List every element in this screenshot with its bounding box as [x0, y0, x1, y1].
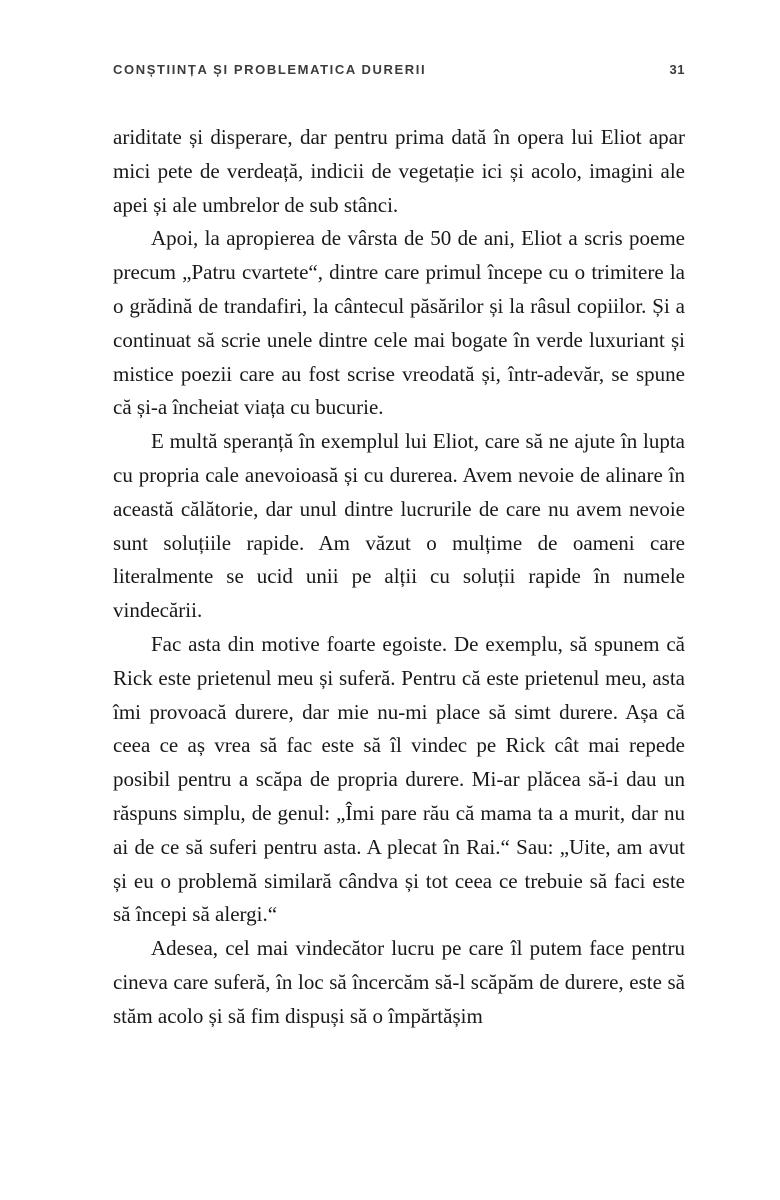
page-header: [113, 62, 685, 77]
running-title: CONȘTIINȚA ȘI PROBLEMATICA DURERII: [113, 62, 427, 77]
paragraph: Apoi, la apropierea de vârsta de 50 de ani, Eliot a scris poeme precum „Patru cvartete“, dintre care primul începe cu o trimitere la o grădină de trandafiri, la cântecul păsărilor și la râsul copiilor. Și a continuat să scrie unele dintre cele mai bogate în verde luxuriant și mistice poezii care au fost scrise vreodată și, într-adevăr, se spune că și-a încheiat viața cu bucurie.: [113, 226, 685, 420]
page-number: 31: [669, 62, 685, 77]
paragraph: ariditate și disperare, dar pentru prima dată în opera lui Eliot apar mici pete de verdeață, indicii de vegetație ici și acolo, imagini ale apei și ale umbrelor de sub stânci.: [113, 125, 685, 217]
paragraph: Fac asta din motive foarte egoiste. De exemplu, să spunem că Rick este prietenul meu și suferă. Pentru că este prietenul meu, asta îmi provoacă durere, dar mie nu-mi place să simt durere. Așa că ceea ce aș vrea să fac este să îl vindec pe Rick cât mai repede posibil pentru a scăpa de propria durere. Mi-ar plăcea să-i dau un răspuns simplu, de genul: „Îmi pare rău că mama ta a murit, dar nu ai de ce să suferi pentru asta. A plecat în Rai.“ Sau: „Uite, am avut și eu o problemă similară cândva și tot ceea ce trebuie să faci este să începi să alergi.“: [113, 631, 685, 927]
paragraph: Adesea, cel mai vindecător lucru pe care îl putem face pentru cineva care suferă, în loc să încercăm să-l scăpăm de durere, este să stăm acolo și să fim dispuși să o împărtășim: [113, 936, 685, 1028]
page-body: [113, 121, 685, 1034]
paragraph: E multă speranță în exemplul lui Eliot, care să ne ajute în lupta cu propria cale anevoioasă și cu durerea. Avem nevoie de alinare în această călătorie, dar unul dintre lucrurile de care nu avem nevoie sunt soluțiile rapide. Am văzut o mulțime de oameni care literalmente se ucid unii pe alții cu soluții rapide în numele vindecării.: [113, 429, 685, 623]
